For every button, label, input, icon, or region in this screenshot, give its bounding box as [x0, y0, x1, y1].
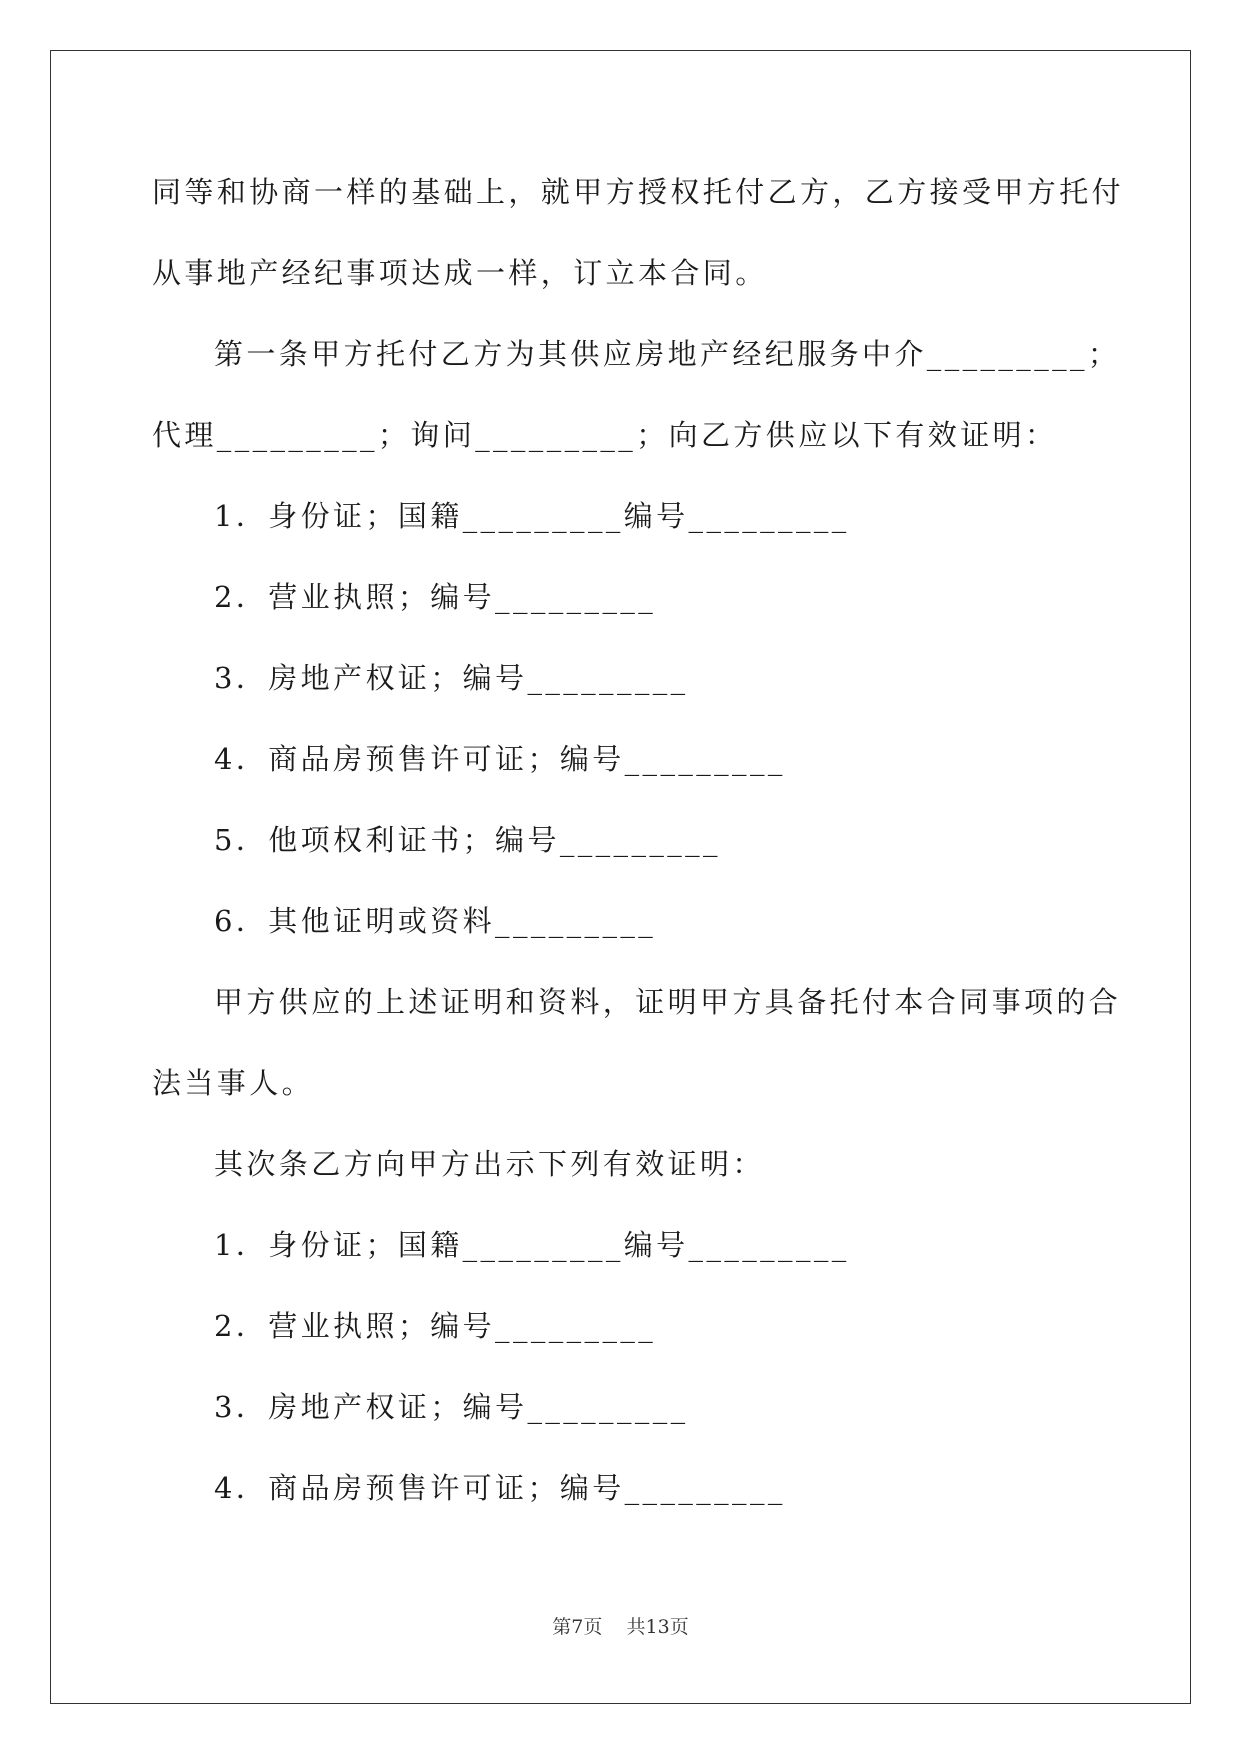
text-line: 从事地产经纪事项达成一样，订立本合同。 — [152, 256, 768, 290]
clause-1-heading: 第一条甲方托付乙方为其供应房地产经纪服务中介_________； — [214, 337, 1121, 371]
list-item: 4．商品房预售许可证；编号_________ — [214, 1471, 786, 1505]
list-item: 4．商品房预售许可证；编号_________ — [214, 742, 786, 776]
list-item: 5．他项权利证书；编号_________ — [214, 823, 721, 857]
list-item: 2．营业执照；编号_________ — [214, 1309, 657, 1343]
text-line: 法当事人。 — [152, 1066, 315, 1100]
list-item: 2．营业执照；编号_________ — [214, 580, 657, 614]
page-number: 第7页 — [552, 1616, 603, 1638]
list-item: 3．房地产权证；编号_________ — [214, 1390, 689, 1424]
text-line: 甲方供应的上述证明和资料，证明甲方具备托付本合同事项的合 — [214, 985, 1122, 1019]
text-line: 代理_________；询问_________；向乙方供应以下有效证明： — [152, 418, 1058, 452]
page-footer — [0, 1612, 1241, 1639]
page-total: 共13页 — [626, 1616, 689, 1638]
clause-2-heading: 其次条乙方向甲方出示下列有效证明： — [214, 1147, 765, 1181]
list-item: 3．房地产权证；编号_________ — [214, 661, 689, 695]
list-item: 1．身份证；国籍_________编号_________ — [214, 1228, 850, 1262]
text-line: 同等和协商一样的基础上，就甲方授权托付乙方，乙方接受甲方托付 — [152, 175, 1125, 209]
list-item: 6．其他证明或资料_________ — [214, 904, 657, 938]
document-body — [152, 160, 1125, 1537]
list-item: 1．身份证；国籍_________编号_________ — [214, 499, 850, 533]
